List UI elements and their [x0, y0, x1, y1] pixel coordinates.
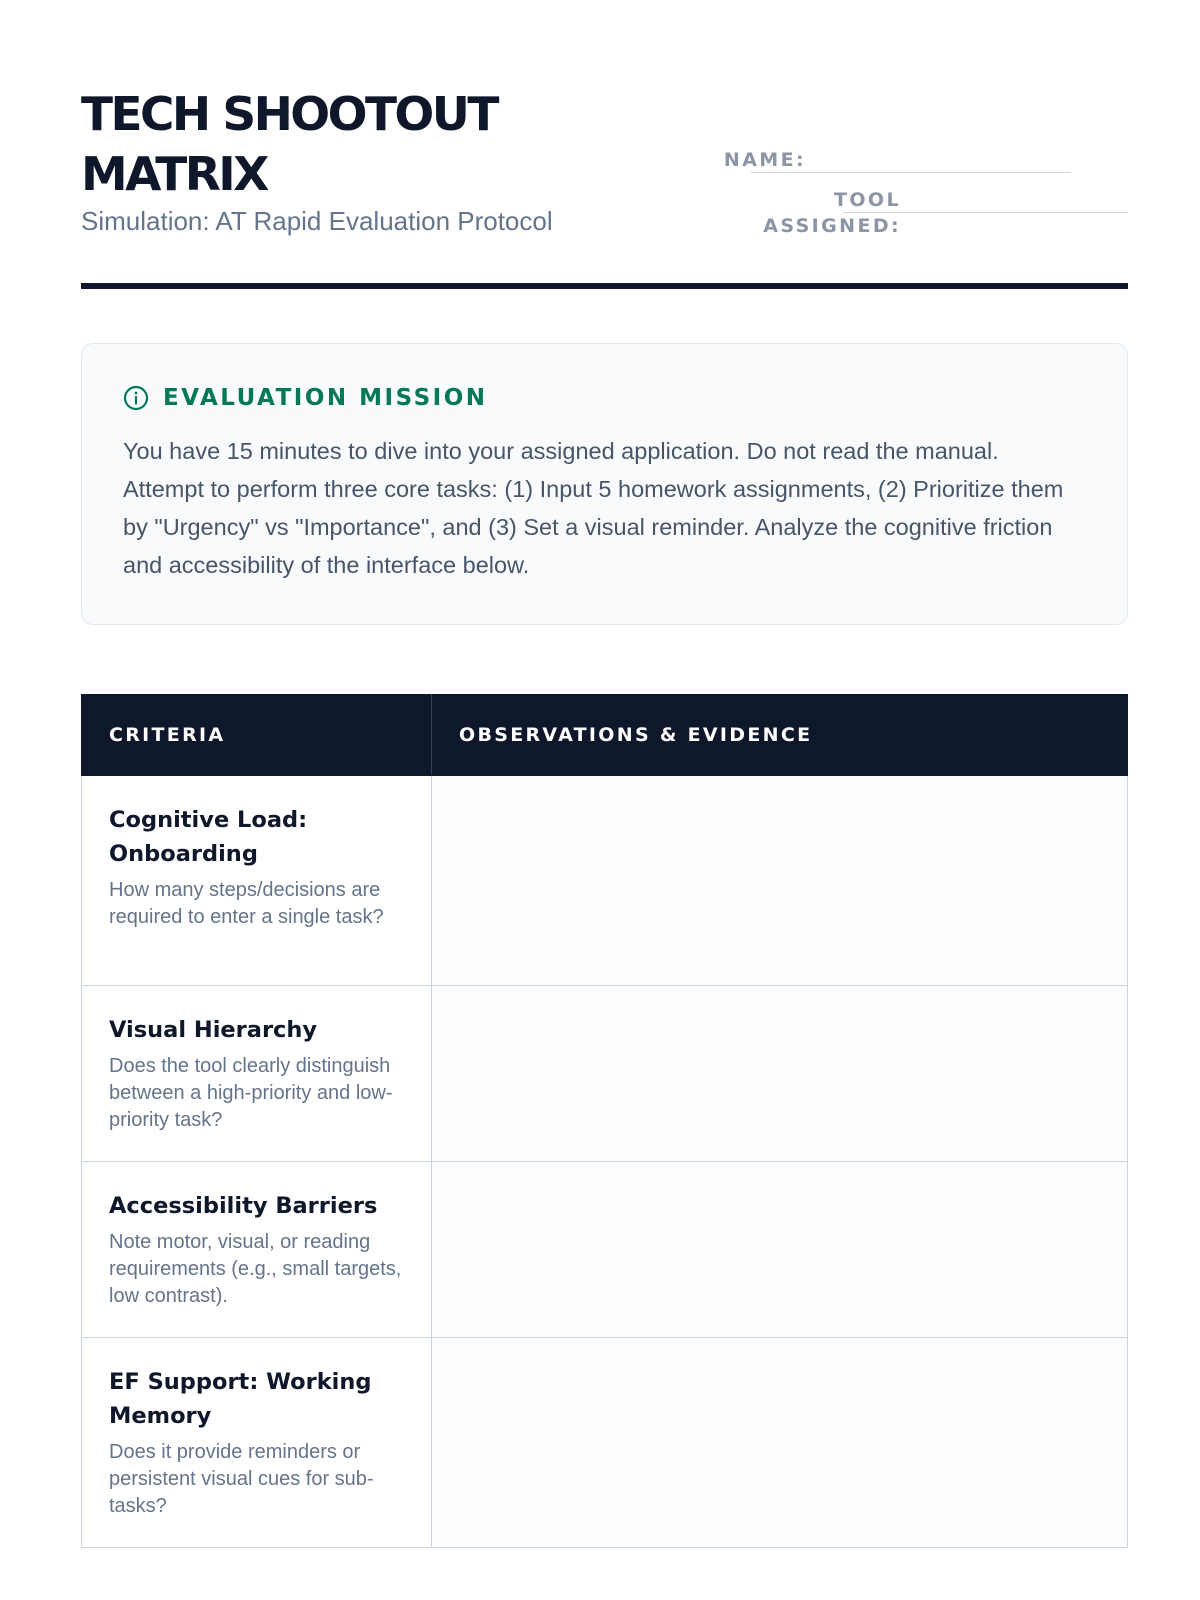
- criteria-description: Does the tool clearly distinguish between a high-priority and low-priority task?: [109, 1055, 393, 1131]
- observations-cell[interactable]: [432, 1338, 1128, 1548]
- criteria-description: Does it provide reminders or persistent visual cues for sub-tasks?: [109, 1441, 374, 1517]
- criteria-title: Accessibility Barriers: [109, 1193, 378, 1219]
- criteria-cell: [82, 1338, 432, 1548]
- evaluation-matrix: [81, 694, 1128, 1548]
- info-circle-icon: [123, 385, 149, 411]
- criteria-cell: [82, 776, 432, 986]
- observations-column-header: OBSERVATIONS & EVIDENCE: [432, 695, 1128, 776]
- page-title: TECH SHOOTOUT MATRIX: [81, 87, 497, 201]
- table-row: [82, 1162, 1128, 1338]
- criteria-description: How many steps/decisions are required to enter a single task?: [109, 879, 384, 928]
- table-row: [82, 776, 1128, 986]
- observations-cell[interactable]: [432, 986, 1128, 1162]
- mission-heading: [123, 385, 488, 411]
- mission-description: You have 15 minutes to dive into your assigned application. Do not read the manual. Attempt to perform three core tasks: (1) Input 5 homework assignments, (2) Prioritize them by "Urgency" vs "Importance", and (3) Set a visual reminder. Analyze the cognitive friction and accessibility of the interface below.: [123, 438, 1064, 578]
- criteria-cell: [82, 1162, 432, 1338]
- criteria-cell: [82, 986, 432, 1162]
- evaluation-mission-box: [81, 343, 1128, 625]
- criteria-title: Visual Hierarchy: [109, 1017, 318, 1043]
- criteria-column-header: CRITERIA: [82, 695, 432, 776]
- table-row: [82, 986, 1128, 1162]
- criteria-title: Cognitive Load: Onboarding: [109, 807, 308, 867]
- tool-label-line1: TOOL: [834, 189, 901, 211]
- page-subtitle: Simulation: AT Rapid Evaluation Protocol: [81, 206, 553, 236]
- criteria-title: EF Support: Working Memory: [109, 1369, 372, 1429]
- tool-label-line2: ASSIGNED:: [763, 215, 901, 237]
- name-field[interactable]: [751, 172, 1071, 173]
- criteria-description: Note motor, visual, or reading requirements (e.g., small targets, low contrast).: [109, 1231, 402, 1307]
- matrix-header-row: [82, 695, 1128, 776]
- tool-assigned-field[interactable]: [843, 212, 1128, 213]
- observations-cell[interactable]: [432, 776, 1128, 986]
- mission-title: EVALUATION MISSION: [163, 385, 488, 411]
- observations-cell[interactable]: [432, 1162, 1128, 1338]
- table-row: [82, 1338, 1128, 1548]
- worksheet-header: [81, 84, 1128, 290]
- header-divider: [81, 283, 1128, 289]
- name-label: NAME:: [723, 149, 806, 171]
